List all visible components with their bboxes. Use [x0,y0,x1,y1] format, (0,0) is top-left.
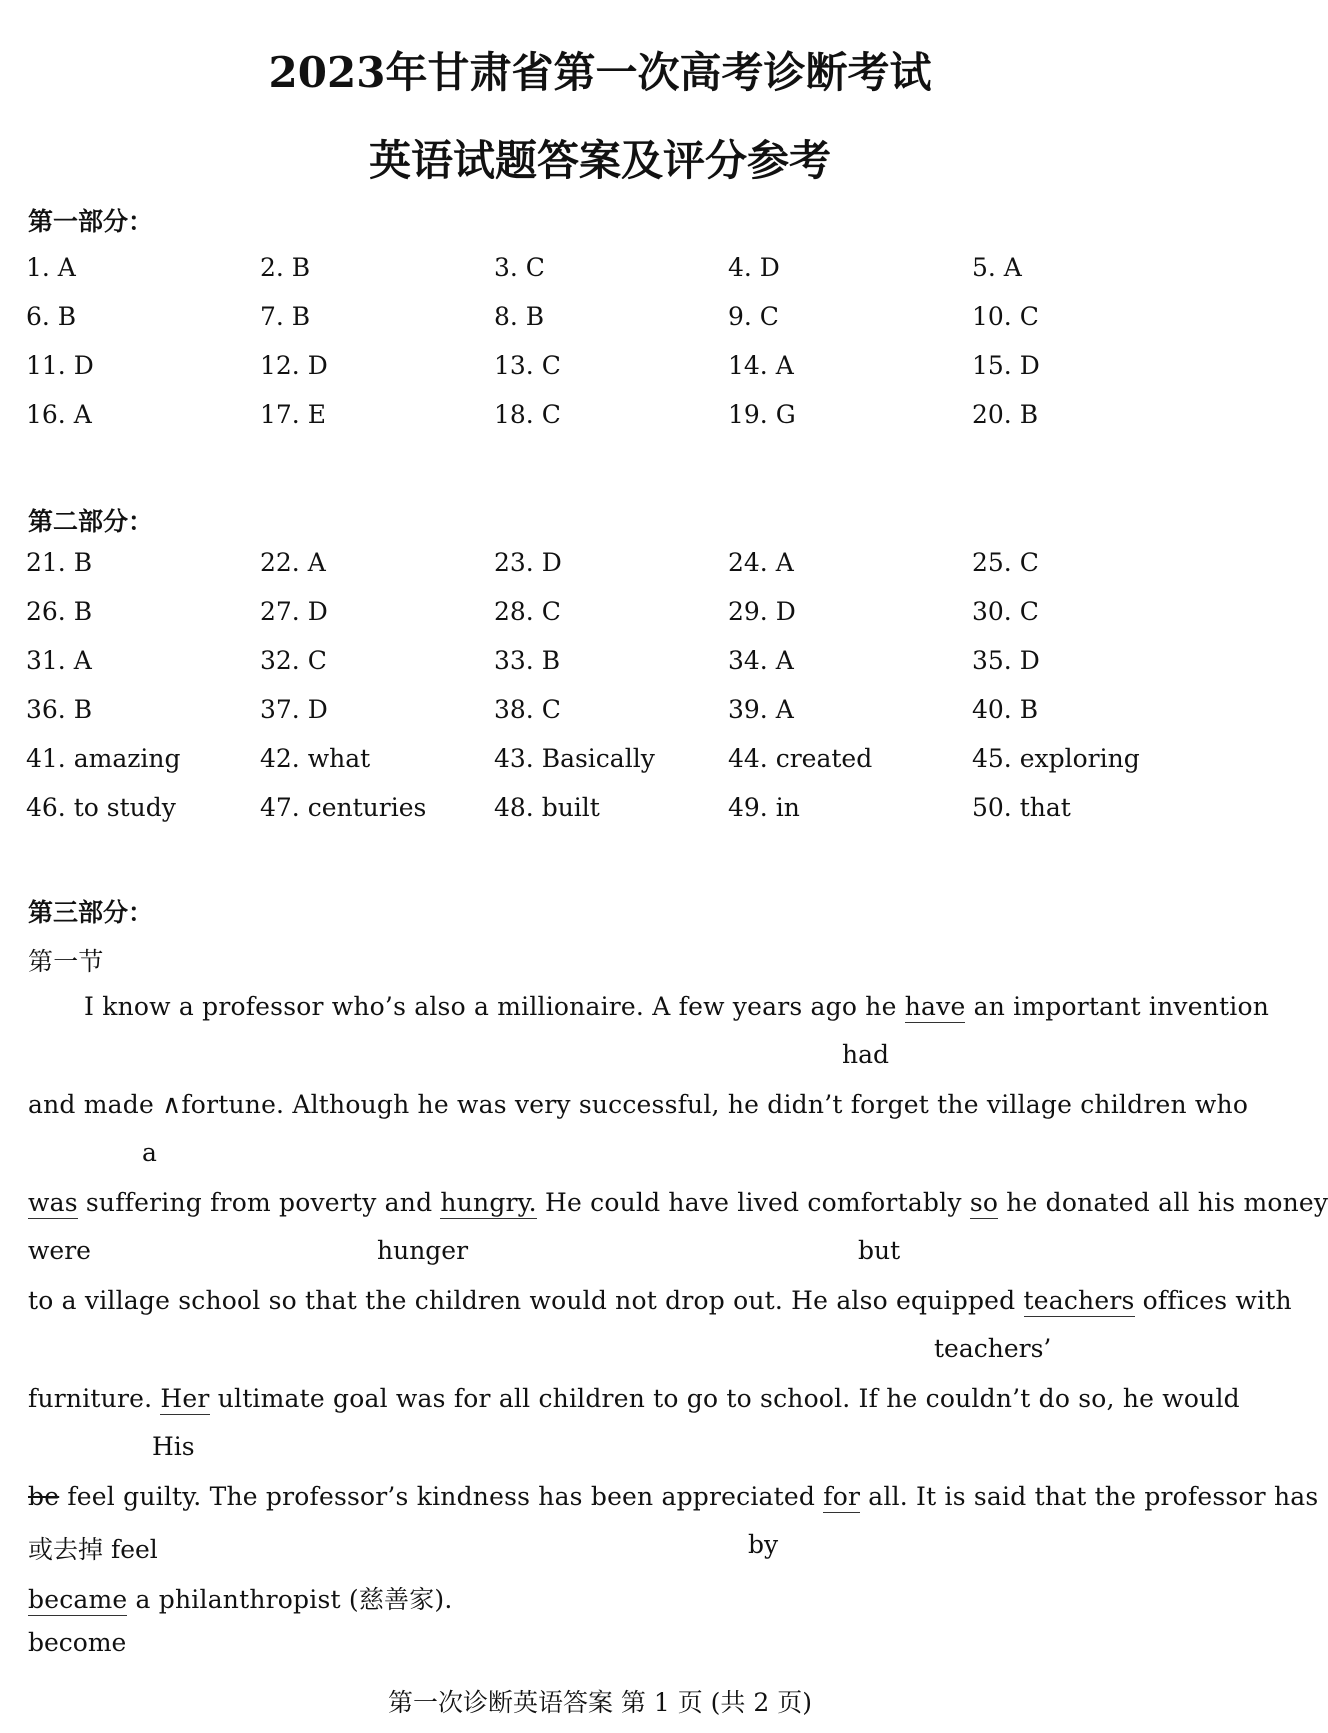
answer-item: 5. A [972,253,1022,282]
correction-word: but [858,1236,901,1265]
text: all. It is said that the professor has [860,1482,1319,1511]
passage-line-7 [28,1580,1178,1616]
correction-word: by [748,1530,779,1559]
answer-item: 29. D [728,597,796,626]
correction-word: a [142,1138,157,1167]
error-word: hungry. [440,1188,537,1217]
correction-word: His [152,1432,195,1461]
text: I know a professor who’s also a millionaire. A few years ago he [84,992,905,1021]
answer-item: 9. C [728,302,779,331]
insert-caret-icon: ∧ [162,1090,182,1120]
passage-line-6 [28,1482,1319,1511]
answer-item: 19. G [728,400,796,429]
error-word: became [28,1585,128,1614]
answer-item: 23. D [494,548,562,577]
text: feel guilty. The professor’s kindness has been appreciated [59,1482,824,1511]
error-word: Her [160,1384,210,1413]
answer-item: 30. C [972,597,1039,626]
page-footer: 第一次诊断英语答案 第 1 页 (共 2 页) [387,1688,812,1717]
answer-item: 24. A [728,548,794,577]
answer-item: 20. B [972,400,1039,429]
answer-item: 15. D [972,351,1040,380]
answer-item: 48. built [494,793,600,822]
text: he donated all his money [998,1188,1328,1217]
answer-item: 37. D [260,695,328,724]
answer-item: 27. D [260,597,328,626]
error-word: teachers [1023,1286,1135,1315]
answer-item: 6. B [26,302,77,331]
answer-item: 26. B [26,597,93,626]
answer-item: 12. D [260,351,328,380]
answer-item: 32. C [260,646,327,675]
part3-heading: 第三部分： [28,898,154,927]
answer-item: 11. D [26,351,94,380]
text: suffering from poverty and [77,1188,441,1217]
answer-item: 36. B [26,695,93,724]
answer-item: 49. in [728,793,800,822]
answer-item: 16. A [26,400,92,429]
correction-note: 或去掉 feel [28,1535,158,1564]
answer-item: 46. to study [26,793,176,822]
part2-heading: 第二部分： [28,507,154,536]
correction-word: become [28,1628,127,1657]
answer-item: 1. A [26,253,76,282]
answer-item: 45. exploring [972,744,1140,773]
answer-item: 4. D [728,253,780,282]
text: ultimate goal was for all children to go to school. If he couldn’t do so, he would [209,1384,1240,1413]
answer-item: 31. A [26,646,92,675]
answer-item: 14. A [728,351,794,380]
error-word: so [969,1188,999,1217]
error-word: for [823,1482,861,1511]
passage-line-1 [84,992,1270,1021]
answer-item: 38. C [494,695,561,724]
title-line-1: 2023年甘肃省第一次高考诊断考试 [268,48,932,97]
answer-item: 33. B [494,646,561,675]
answer-item: 50. that [972,793,1071,822]
answer-item: 17. E [260,400,326,429]
answer-item: 35. D [972,646,1040,675]
answer-item: 18. C [494,400,561,429]
correction-word: teachers’ [934,1334,1052,1363]
passage-line-2 [28,1090,1249,1120]
answer-item: 47. centuries [260,793,427,822]
deleted-word: be [28,1482,60,1511]
passage-line-4 [28,1286,1292,1315]
passage-line-5 [28,1384,1240,1413]
answer-item: 13. C [494,351,561,380]
text: He could have lived comfortably [536,1188,970,1217]
part1-heading: 第一部分： [28,207,154,236]
text: a philanthropist (慈善家). [127,1585,453,1614]
correction-word: had [842,1040,890,1069]
answer-item: 25. C [972,548,1039,577]
text: fortune. Although he was very successful, he didn’t forget the village children who [181,1090,1249,1119]
answer-item: 40. B [972,695,1039,724]
answer-item: 39. A [728,695,794,724]
text: to a village school so that the children would not drop out. He also equipped [28,1286,1024,1315]
answer-item: 34. A [728,646,794,675]
answer-item: 22. A [260,548,326,577]
answer-item: 43. Basically [494,744,655,773]
passage-line-3 [28,1188,1328,1217]
text: and made [28,1090,154,1119]
error-word: have [904,992,966,1021]
answer-item: 44. created [728,744,873,773]
answer-item: 41. amazing [26,744,181,773]
title-line-2: 英语试题答案及评分参考 [368,136,831,185]
answer-item: 28. C [494,597,561,626]
answer-item: 42. what [260,744,371,773]
answer-item: 10. C [972,302,1039,331]
answer-item: 8. B [494,302,545,331]
text: offices with [1134,1286,1292,1315]
answer-item: 7. B [260,302,311,331]
error-word: was [28,1188,78,1217]
correction-word: hunger [377,1236,469,1265]
correction-word: were [28,1236,91,1265]
answer-item: 21. B [26,548,93,577]
answer-item: 3. C [494,253,545,282]
text: furniture. [28,1384,161,1413]
text: an important invention [965,992,1270,1021]
part3-subheading: 第一节 [28,947,104,976]
answer-item: 2. B [260,253,311,282]
